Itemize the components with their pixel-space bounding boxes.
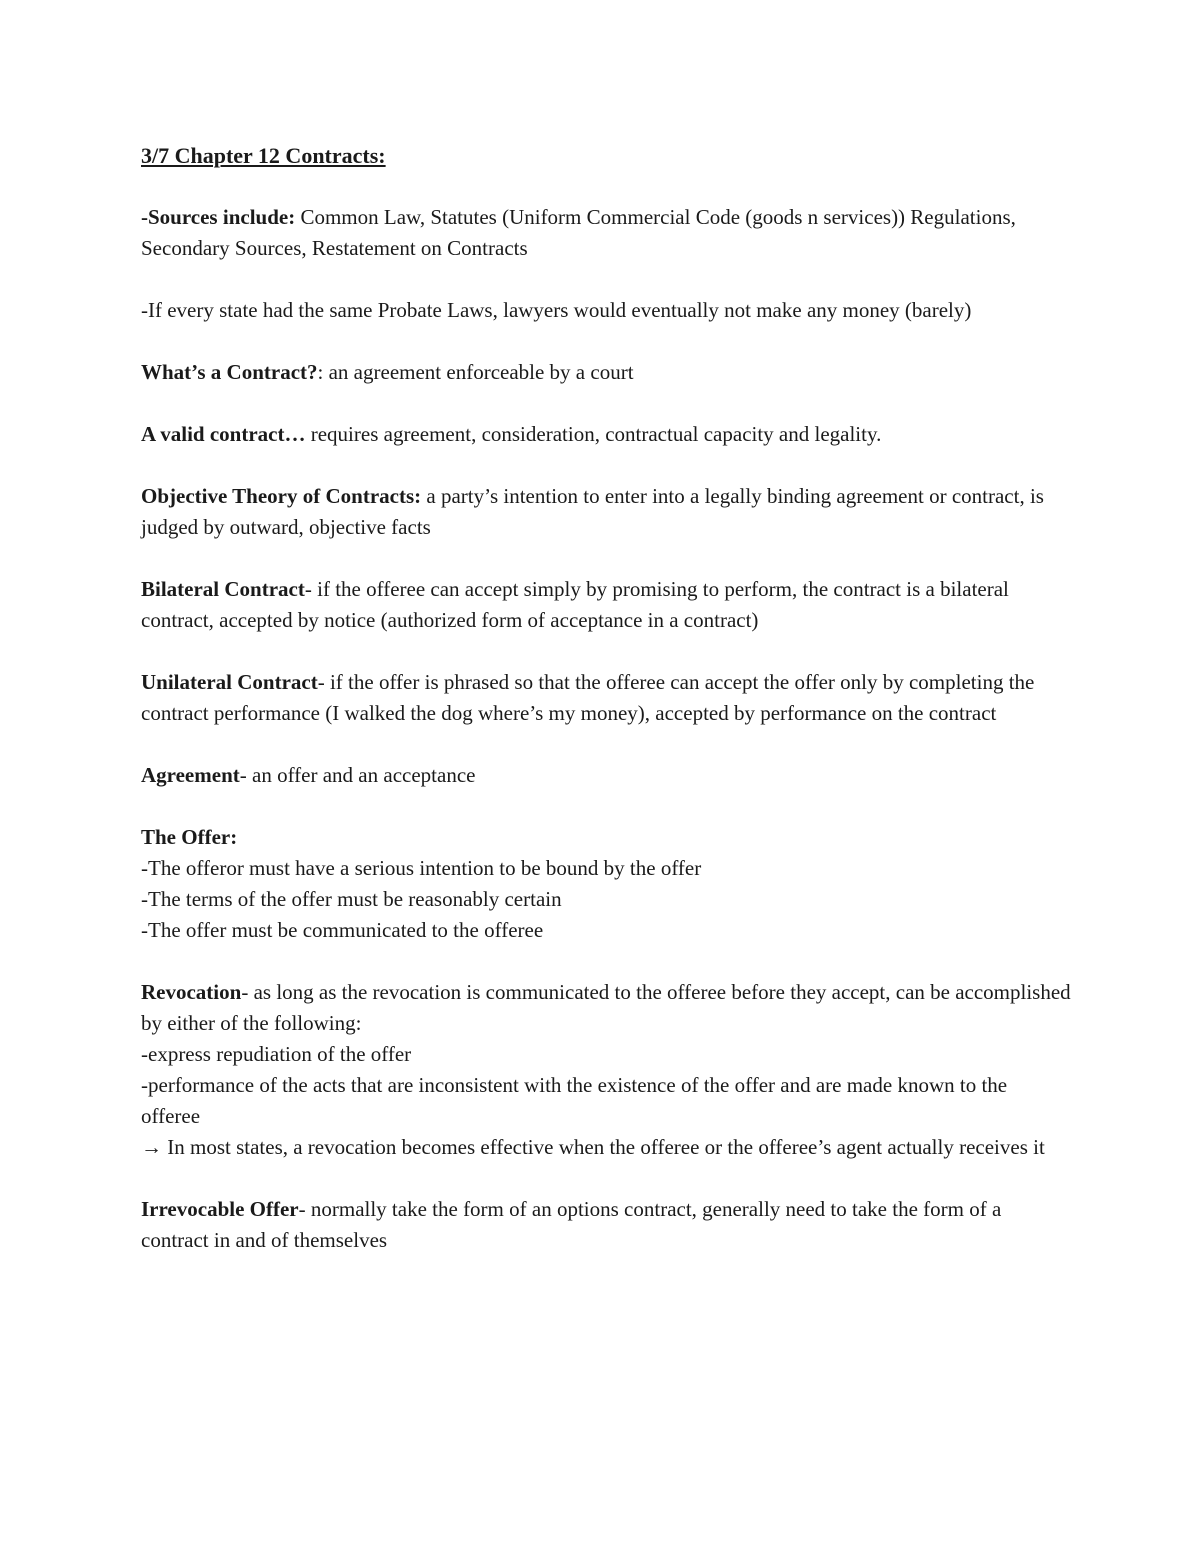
offer-line-2: -The terms of the offer must be reasonably certain (141, 887, 562, 911)
bilateral-text: - if the offeree can accept simply by promising to perform, the contract is a bilateral contract, accepted by notice (authorized form of acceptance in a contract) (141, 577, 1009, 632)
revocation-text: - as long as the revocation is communicated to the offeree before they accept, can be accomplished by either of the following: (141, 980, 1071, 1035)
irrevocable-label: Irrevocable Offer (141, 1197, 299, 1221)
unilateral-paragraph (141, 667, 1071, 729)
bilateral-label: Bilateral Contract (141, 577, 305, 601)
objective-theory-text: a party’s intention to enter into a legally binding agreement or contract, is judged by outward, objective facts (141, 484, 1044, 539)
revocation-intro (141, 977, 1071, 1039)
unilateral-text: - if the offer is phrased so that the offeree can accept the offer only by completing the contract performance (I walked the dog where’s my money), accepted by performance on the contract (141, 670, 1035, 725)
offer-section (141, 822, 1071, 946)
sources-paragraph (141, 202, 1071, 264)
irrevocable-paragraph (141, 1194, 1071, 1256)
valid-contract-paragraph (141, 419, 1071, 450)
agreement-label: Agreement (141, 763, 240, 787)
revocation-section (141, 977, 1071, 1163)
whats-contract-paragraph (141, 357, 1071, 388)
agreement-paragraph (141, 760, 1071, 791)
whats-contract-label: What’s a Contract? (141, 360, 318, 384)
revocation-label: Revocation (141, 980, 242, 1004)
bilateral-paragraph (141, 574, 1071, 636)
document-content (141, 140, 1071, 1287)
offer-line-1: -The offeror must have a serious intention to be bound by the offer (141, 856, 702, 880)
offer-label: The Offer: (141, 825, 238, 849)
offer-line-3: -The offer must be communicated to the offeree (141, 918, 544, 942)
objective-theory-paragraph (141, 481, 1071, 543)
irrevocable-text: - normally take the form of an options contract, generally need to take the form of a contract in and of themselves (141, 1197, 1002, 1252)
valid-contract-label: A valid contract… (141, 422, 306, 446)
page-title: 3/7 Chapter 12 Contracts: (141, 143, 386, 168)
objective-theory-label: Objective Theory of Contracts: (141, 484, 422, 508)
revocation-line-3: → In most states, a revocation becomes effective when the offeree or the offeree’s agent actually receives it (141, 1135, 1045, 1159)
agreement-text: - an offer and an acceptance (239, 763, 476, 787)
probate-paragraph: -If every state had the same Probate Laws, lawyers would eventually not make any money (barely) (141, 298, 972, 322)
whats-contract-text: : an agreement enforceable by a court (317, 360, 634, 384)
sources-label: -Sources include: (141, 205, 296, 229)
revocation-line-2: -performance of the acts that are inconsistent with the existence of the offer and are made known to the offeree (141, 1073, 1008, 1128)
revocation-line-1: -express repudiation of the offer (141, 1042, 412, 1066)
unilateral-label: Unilateral Contract (141, 670, 318, 694)
valid-contract-text: requires agreement, consideration, contractual capacity and legality. (305, 422, 882, 446)
sources-text: Common Law, Statutes (Uniform Commercial Code (goods n services)) Regulations, Secondary Sources, Restatement on Contracts (141, 205, 1016, 260)
